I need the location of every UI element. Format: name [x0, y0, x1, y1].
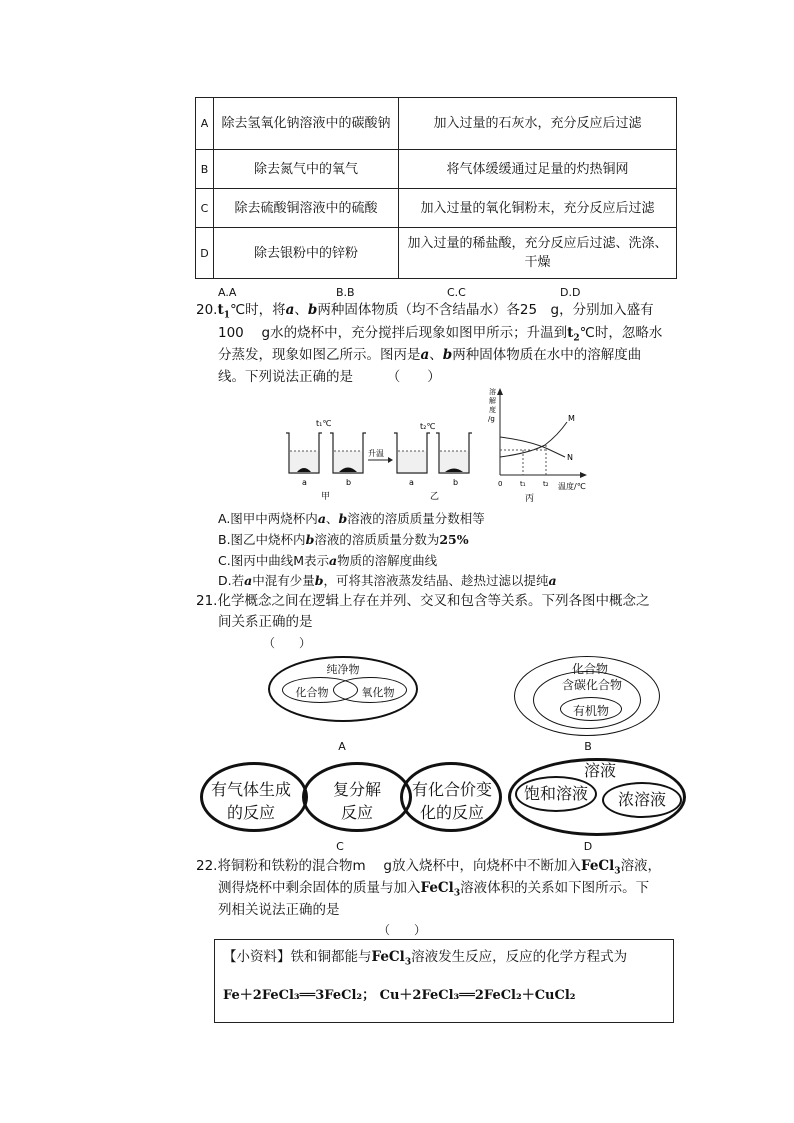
q20-option-d: D.若a中混有少量b，可将其溶液蒸发结晶、趁热过滤以提纯a: [218, 573, 557, 588]
y-axis-label: /g: [488, 415, 495, 423]
info-equations: [223, 984, 575, 1003]
beaker-label: b: [346, 478, 352, 487]
diagram-a-right-label: 氧化物: [361, 686, 395, 699]
row-purpose: 除去银粉中的锌粉: [214, 228, 399, 279]
diagram-d-left-label: 饱和溶液: [523, 784, 588, 803]
diagram-b-outer-label: 化合物: [571, 662, 608, 676]
table-row: [196, 228, 677, 279]
row-method: 将气体缓缓通过足量的灼热铜网: [399, 150, 677, 189]
x-tick: t₂: [543, 480, 549, 488]
table-row: [196, 150, 677, 189]
row-method: 加入过量的氧化铜粉末，充分反应后过滤: [399, 189, 677, 228]
diagram-c-mid-line2: 反应: [340, 803, 373, 822]
diagram-c-left-line2: 的反应: [226, 803, 275, 822]
diagram-a-label: A: [338, 740, 346, 753]
choice-b: B.B: [336, 286, 355, 299]
table-row: [196, 189, 677, 228]
info-line1: 【小资料】铁和铜都能与FeCl$_3$溶液发生反应，反应的化学方程式为: [223, 949, 628, 968]
q21-line2: 间关系正确的是: [218, 614, 313, 630]
temp-label-t1: t₁℃: [316, 419, 332, 428]
fig-label-yi: 乙: [430, 492, 440, 502]
row-key: B: [196, 150, 214, 189]
y-axis-label: 度: [489, 406, 496, 414]
diagram-b-label: B: [584, 740, 592, 753]
beaker-icon: [436, 433, 472, 473]
q20-line3: 分蒸发，现象如图乙所示。图丙是a、b两种固体物质在水中的溶解度曲: [218, 347, 642, 363]
diagram-c-left-line1: 有气体生成: [210, 780, 291, 799]
equation-2: Cu＋2FeCl₃══2FeCl₂＋CuCl₂: [379, 988, 576, 1003]
diagram-a-outer-label: 纯净物: [326, 663, 360, 676]
q20-line4: 线。下列说法正确的是 （ ）: [218, 369, 441, 385]
curve-m-label: M: [568, 414, 575, 423]
row-key: A: [196, 98, 214, 150]
q21-paren: （ ）: [263, 636, 312, 650]
x-tick: t₁: [520, 480, 526, 488]
row-purpose: 除去氮气中的氧气: [214, 150, 399, 189]
y-axis-label: 解: [489, 397, 496, 405]
curve-n-label: N: [567, 453, 573, 462]
diagram-b-inner-label: 有机物: [572, 704, 609, 718]
beaker-label: a: [409, 478, 414, 487]
diagram-c-right-line2: 化的反应: [419, 803, 484, 822]
beaker-icon: [330, 433, 366, 473]
row-purpose: 除去硫酸铜溶液中的硫酸: [214, 189, 399, 228]
fig-label-bing: 丙: [525, 494, 535, 504]
y-axis-label: 溶: [489, 388, 496, 396]
q22-line1: 22.将铜粉和铁粉的混合物m g放入烧杯中，向烧杯中不断加入FeCl$_3$溶液，: [196, 858, 662, 877]
diagram-d-right-label: 浓溶液: [617, 790, 666, 809]
fig-label-jia: 甲: [321, 492, 331, 502]
q22-line2: 测得烧杯中剩余固体的质量与加入FeCl$_3$溶液体积的关系如下图所示。下: [218, 880, 650, 899]
solubility-graph: [497, 388, 587, 478]
q20-option-b: B.图乙中烧杯内b溶液的溶质质量分数为25%: [218, 532, 469, 547]
x-axis-label: 温度/℃: [558, 482, 586, 491]
q20-option-c: C.图丙中曲线M表示a物质的溶解度曲线: [218, 553, 438, 568]
q20-figure: [280, 385, 600, 505]
diagram-c-right-line1: 有化合价变: [411, 780, 492, 799]
diagram-c-label: C: [336, 840, 344, 853]
choice-d: D.D: [560, 286, 581, 299]
q22-paren: （ ）: [378, 923, 427, 937]
row-purpose: 除去氢氧化钠溶液中的碳酸钠: [214, 98, 399, 150]
equation-1: Fe＋2FeCl₃══3FeCl₂；: [223, 988, 376, 1003]
temp-label-t2: t₂℃: [420, 422, 436, 431]
row-method: 加入过量的石灰水，充分反应后过滤: [399, 98, 677, 150]
beaker-icon: [394, 433, 430, 473]
x-tick: 0: [498, 480, 503, 488]
q20-line1: $20.t_1℃$时，将a、b两种固体物质（均不含结晶水）各25 g，分别加入盛有: [196, 302, 654, 321]
diagram-b-mid-label: 含碳化合物: [561, 678, 622, 692]
row-key: D: [196, 228, 214, 279]
choice-a: A.A: [218, 286, 237, 299]
q21-line1: 21.化学概念之间在逻辑上存在并列、交叉和包含等关系。下列各图中概念之: [196, 593, 650, 609]
diagram-a-left-label: 化合物: [295, 686, 329, 699]
beaker-label: a: [302, 478, 307, 487]
diagram-c-mid-line1: 复分解: [332, 780, 381, 799]
choice-c: C.C: [447, 286, 466, 299]
q20-line2: 100 g水的烧杯中，充分搅拌后现象如图甲所示；升温到$t_2℃$时，忽略水: [218, 325, 663, 344]
table-row: [196, 98, 677, 150]
diagram-d-outer-label: 溶液: [583, 761, 616, 780]
beaker-label: b: [453, 478, 459, 487]
row-method: 加入过量的稀盐酸，充分反应后过滤、洗涤、干燥: [399, 228, 677, 279]
diagram-d-label: D: [583, 840, 593, 853]
q20-option-a: A.图甲中两烧杯内a、b溶液的溶质质量分数相等: [218, 511, 485, 526]
q22-line3: 列相关说法正确的是: [218, 902, 340, 918]
beaker-icon: [286, 433, 322, 473]
heat-label: 升温: [368, 449, 384, 458]
info-box: [214, 939, 674, 1023]
options-table: [195, 97, 677, 279]
row-key: C: [196, 189, 214, 228]
